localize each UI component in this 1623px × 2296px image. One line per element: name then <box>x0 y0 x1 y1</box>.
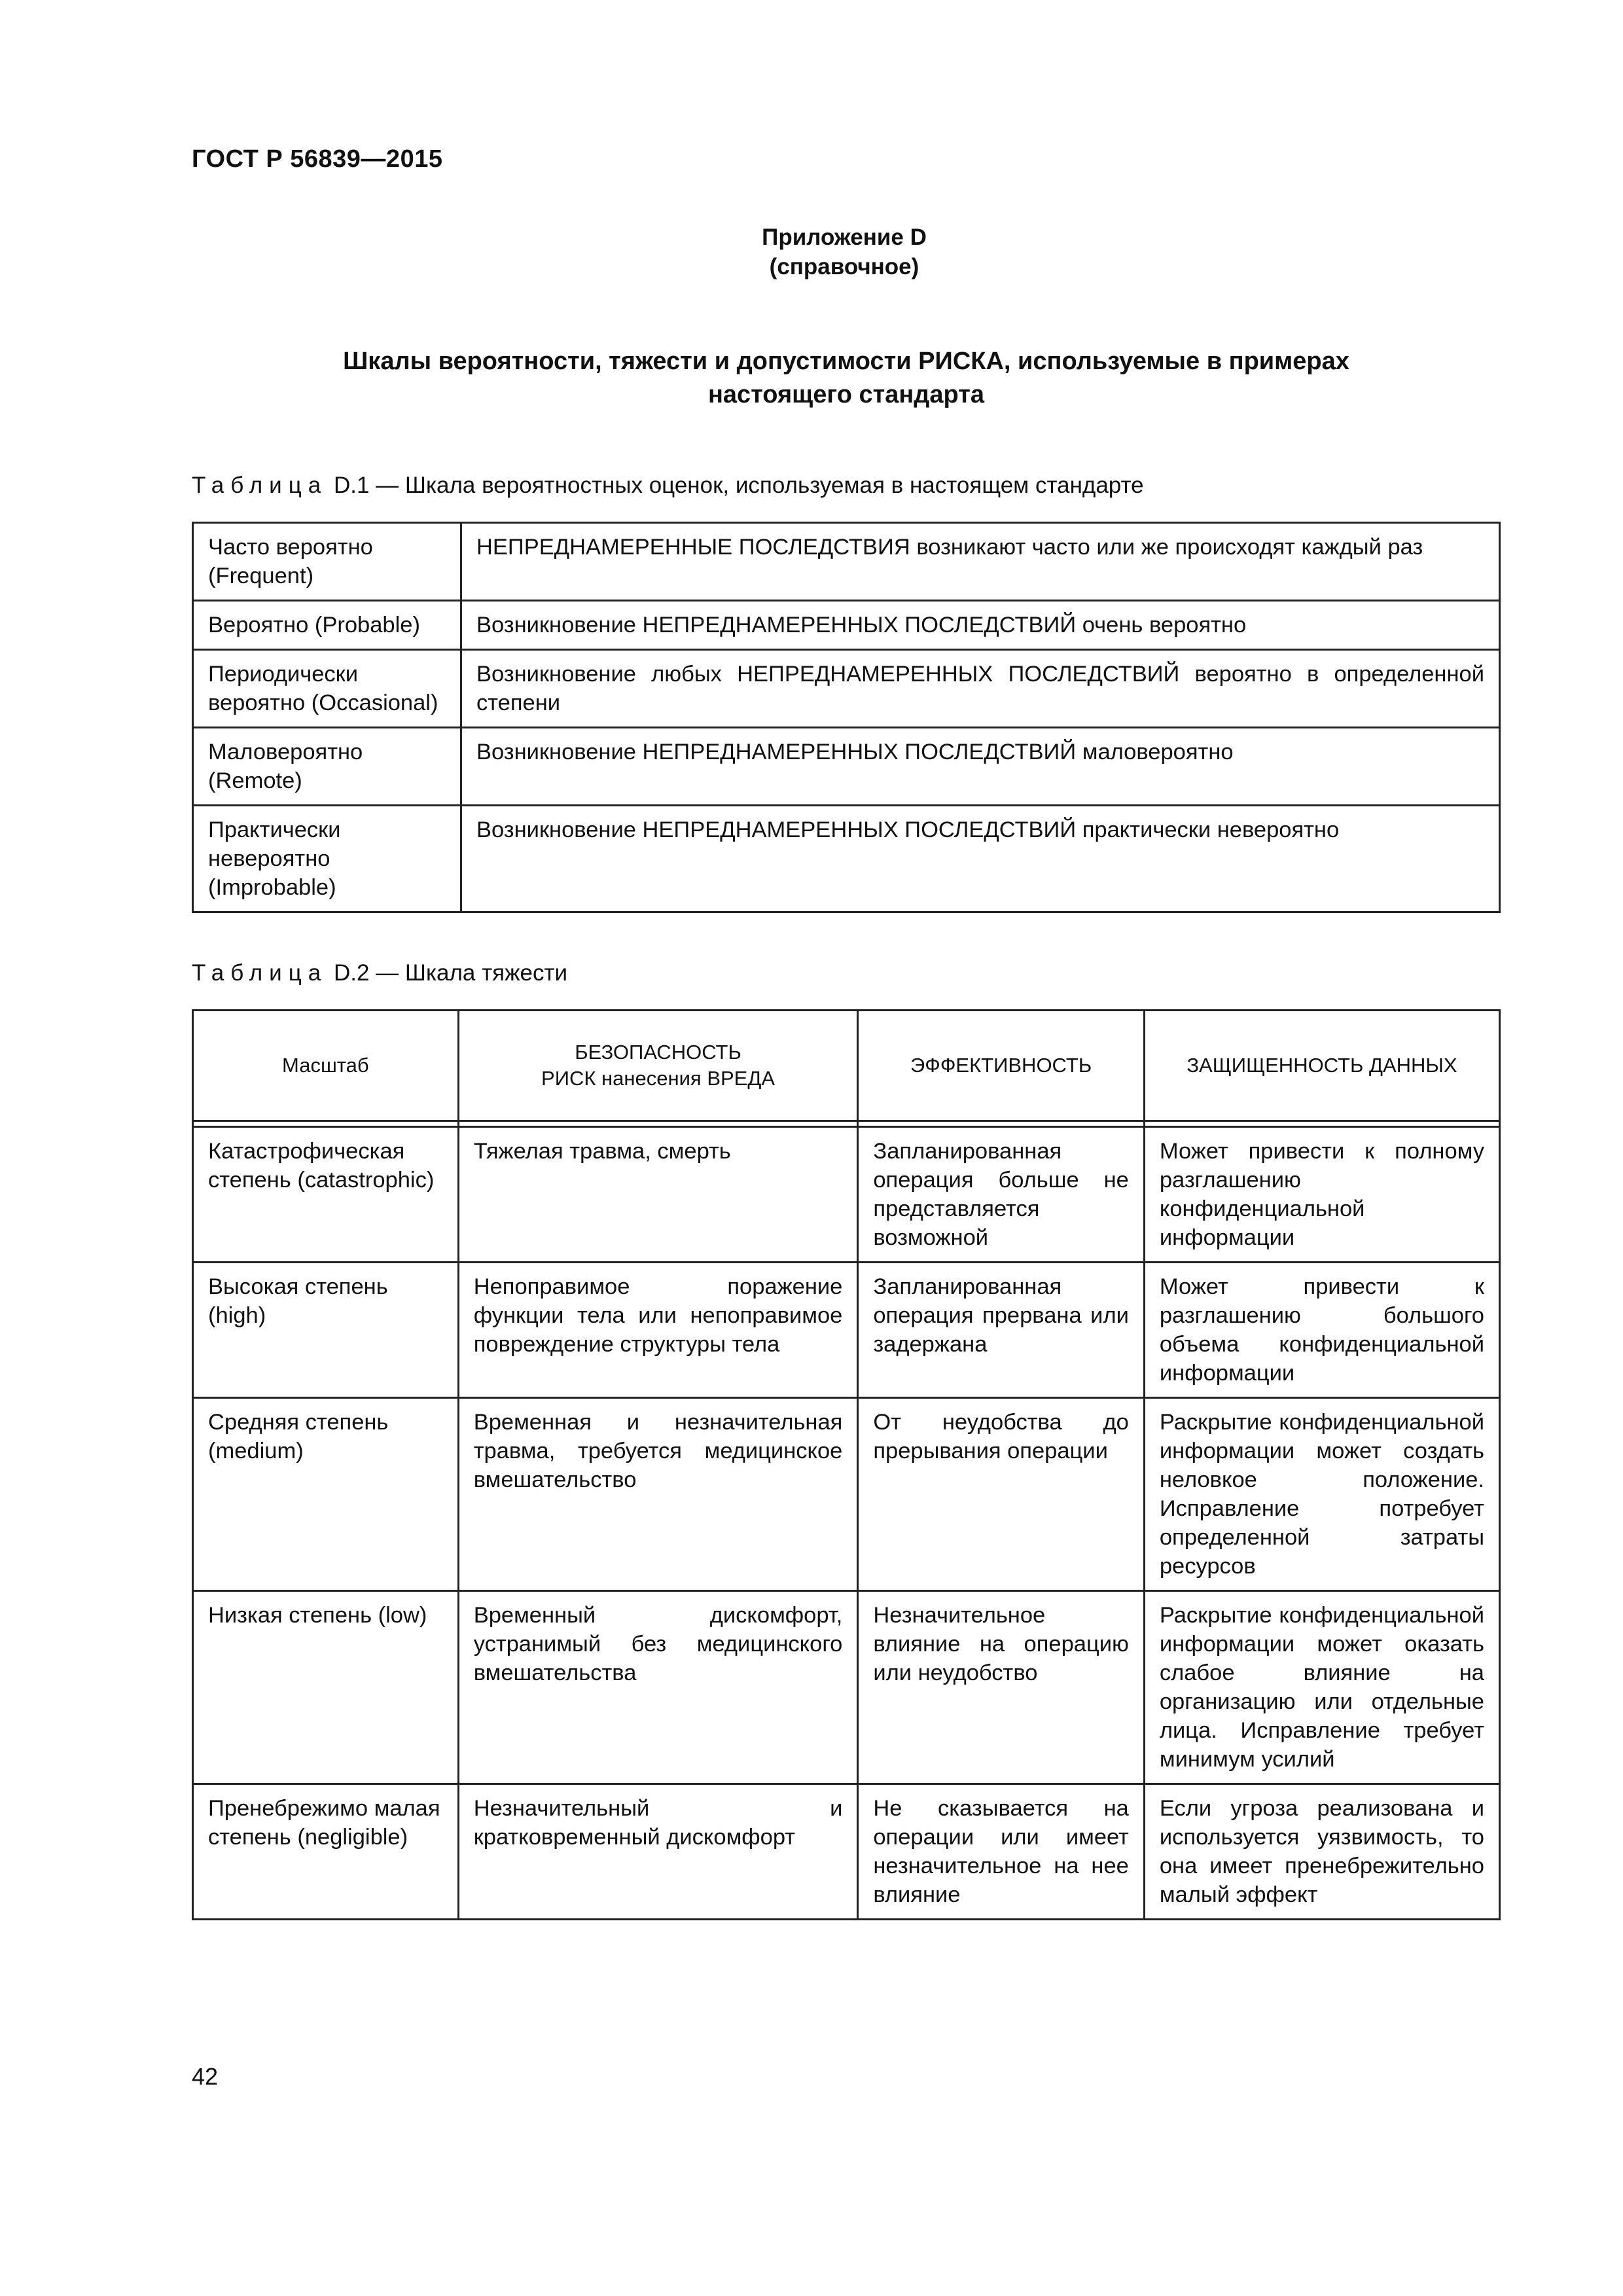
header-data-security: ЗАЩИЩЕННОСТЬ ДАННЫХ <box>1144 1011 1499 1121</box>
probability-term: Часто вероятно (Frequent) <box>193 523 461 601</box>
table-row <box>193 1591 1500 1784</box>
table-1-caption-label: Таблица <box>192 473 328 498</box>
table-row <box>193 1127 1500 1263</box>
table-header-row <box>193 1011 1500 1121</box>
probability-description: Возникновение НЕПРЕДНАМЕРЕННЫХ ПОСЛЕДСТВИЙ очень вероятно <box>461 601 1500 650</box>
severity-effectiveness: Незначительное влияние на операцию или неудобство <box>858 1591 1145 1784</box>
severity-scale: Пренебрежимо малая степень (negligible) <box>193 1784 459 1920</box>
severity-data: Может привести к полному разглашению конфиденциальной информации <box>1144 1127 1499 1263</box>
page-title-line-1: Шкалы вероятности, тяжести и допустимости РИСКА, используемые в примерах <box>343 348 1349 375</box>
probability-term: Вероятно (Probable) <box>193 601 461 650</box>
probability-term: Маловероятно (Remote) <box>193 728 461 806</box>
document-header: ГОСТ Р 56839—2015 <box>192 145 443 173</box>
header-safety-line-2: РИСК нанесения ВРЕДА <box>541 1067 776 1090</box>
severity-safety: Временный дискомфорт, устранимый без медицинского вмешательства <box>458 1591 858 1784</box>
severity-effectiveness: Запланированная операция прервана или задержана <box>858 1263 1145 1398</box>
probability-scale-table <box>192 522 1501 913</box>
severity-effectiveness: От неудобства до прерывания операции <box>858 1398 1145 1591</box>
severity-safety: Временная и незначительная травма, требуется медицинское вмешательство <box>458 1398 858 1591</box>
severity-data: Если угроза реализована и используется уязвимость, то она имеет пренебрежительно малый эффект <box>1144 1784 1499 1920</box>
probability-description: НЕПРЕДНАМЕРЕННЫЕ ПОСЛЕДСТВИЯ возникают часто или же происходят каждый раз <box>461 523 1500 601</box>
table-row <box>193 650 1500 728</box>
probability-description: Возникновение НЕПРЕДНАМЕРЕННЫХ ПОСЛЕДСТВИЙ маловероятно <box>461 728 1500 806</box>
table-2-caption-label: Таблица <box>192 960 328 986</box>
table-row <box>193 601 1500 650</box>
probability-description: Возникновение любых НЕПРЕДНАМЕРЕННЫХ ПОСЛЕДСТВИЙ вероятно в определенной степени <box>461 650 1500 728</box>
appendix-title: Приложение D <box>762 224 927 250</box>
severity-safety: Тяжелая травма, смерть <box>458 1127 858 1263</box>
severity-data: Раскрытие конфиденциальной информации может оказать слабое влияние на организацию или отдельные лица. Исправление требует минимум усилий <box>1144 1591 1499 1784</box>
page-title <box>192 345 1501 412</box>
header-safety-line-1: БЕЗОПАСНОСТЬ <box>575 1041 741 1064</box>
probability-term: Периодически вероятно (Occasional) <box>193 650 461 728</box>
page-title-line-2: настоящего стандарта <box>707 381 985 408</box>
probability-description: Возникновение НЕПРЕДНАМЕРЕННЫХ ПОСЛЕДСТВИЙ практически невероятно <box>461 806 1500 912</box>
severity-effectiveness: Не сказывается на операции или имеет незначительное на нее влияние <box>858 1784 1145 1920</box>
table-row <box>193 1784 1500 1920</box>
table-1-caption-text: D.1 — Шкала вероятностных оценок, используемая в настоящем стандарте <box>327 473 1144 498</box>
severity-data: Раскрытие конфиденциальной информации может создать неловкое положение. Исправление потребует определенной затраты ресурсов <box>1144 1398 1499 1591</box>
severity-safety: Непоправимое поражение функции тела или непоправимое повреждение структуры тела <box>458 1263 858 1398</box>
severity-scale-table <box>192 1009 1501 1920</box>
severity-scale: Низкая степень (low) <box>193 1591 459 1784</box>
table-2-caption <box>192 960 567 986</box>
severity-safety: Незначительный и кратковременный дискомфорт <box>458 1784 858 1920</box>
appendix-kind: (справочное) <box>769 254 919 279</box>
header-safety <box>458 1011 858 1121</box>
table-2-caption-text: D.2 — Шкала тяжести <box>327 960 568 986</box>
probability-term: Практически невероятно (Improbable) <box>193 806 461 912</box>
table-row <box>193 1263 1500 1398</box>
table-row <box>193 728 1500 806</box>
header-separator <box>193 1121 1500 1127</box>
table-1-caption <box>192 473 1144 499</box>
header-scale: Масштаб <box>193 1011 459 1121</box>
severity-scale: Средняя степень (medium) <box>193 1398 459 1591</box>
severity-data: Может привести к разглашению большого объема конфиденциальной информации <box>1144 1263 1499 1398</box>
page-number: 42 <box>192 2063 219 2090</box>
severity-effectiveness: Запланированная операция больше не представляется возможной <box>858 1127 1145 1263</box>
severity-scale: Катастрофическая степень (catastrophic) <box>193 1127 459 1263</box>
severity-scale: Высокая степень (high) <box>193 1263 459 1398</box>
table-row <box>193 1398 1500 1591</box>
header-effectiveness: ЭФФЕКТИВНОСТЬ <box>858 1011 1145 1121</box>
table-row <box>193 523 1500 601</box>
appendix-heading <box>0 223 1623 281</box>
table-row <box>193 806 1500 912</box>
